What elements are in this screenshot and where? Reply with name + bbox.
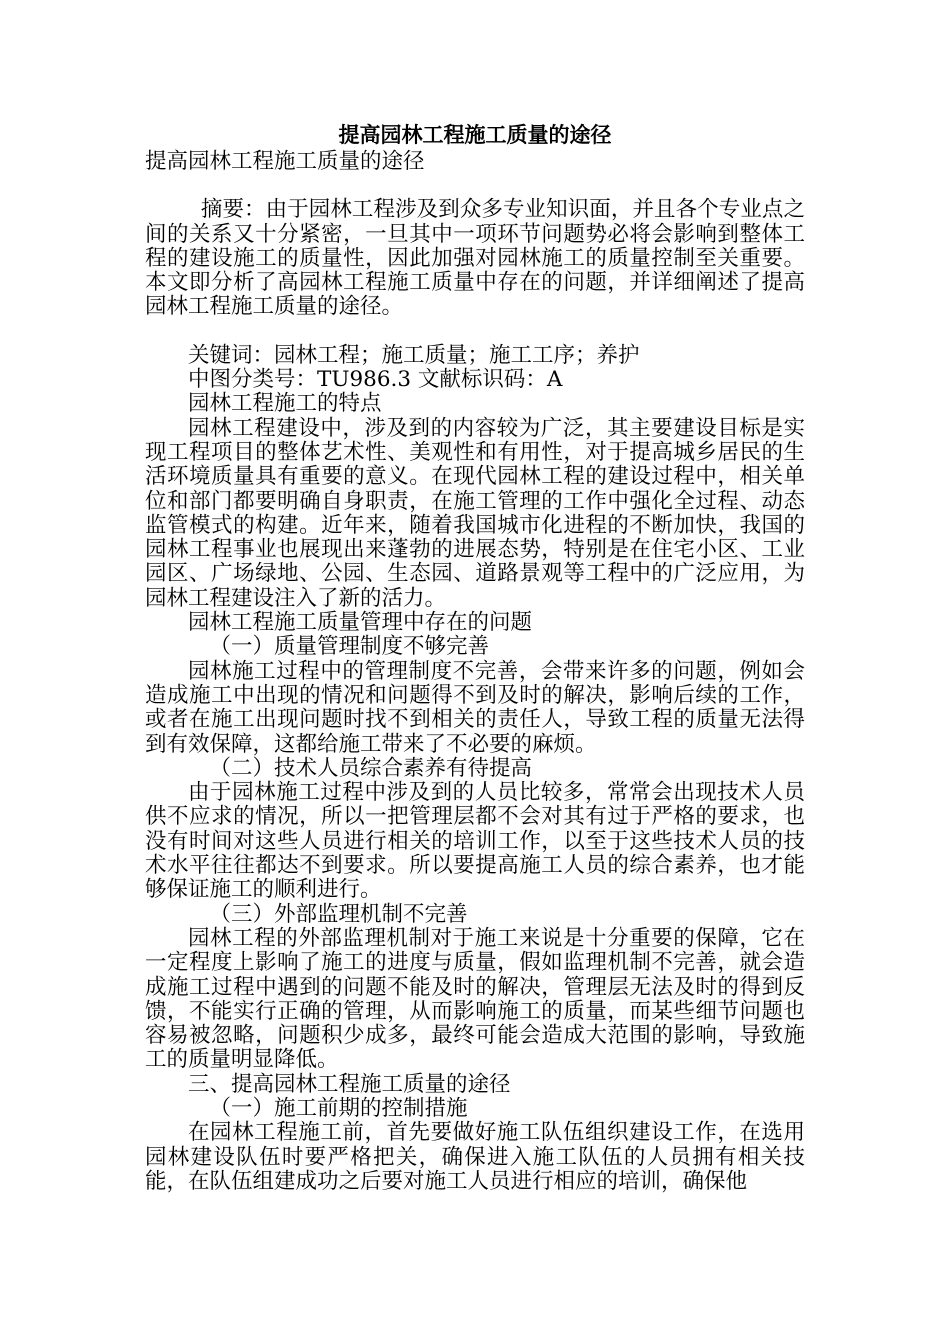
section-heading: 园林工程施工质量管理中存在的问题: [188, 610, 533, 636]
body-paragraph: 由于园林施工过程中涉及到的人员比较多，常常会出现技术人员供不应求的情况，所以一把管理层都不会对其有过于严格的要求，也没有时间对这些人员进行相关的培训工作，以至于这些技术人员的技术水平往往都达不到要求。所以要提高施工人员的综合素养，也才能够保证施工的顺利进行。: [145, 780, 805, 903]
document-page: [145, 120, 805, 1194]
blank-line: [145, 174, 805, 198]
section-heading: （一）质量管理制度不够完善: [209, 634, 490, 660]
body-paragraph: 园林工程的外部监理机制对于施工来说是十分重要的保障，它在一定程度上影响了施工的进度与质量，假如监理机制不完善，就会造成施工过程中遇到的问题不能及时的解决，管理层无法及时的得到反馈，不能实行正确的管理，从而影响施工的质量，而某些细节问题也容易被忽略，问题积少成多，最终可能会造成大范围的影响，导致施工的质量明显降低。: [145, 925, 805, 1073]
section-heading: （一）施工前期的控制措施: [209, 1095, 468, 1121]
section-heading: 三、提高园林工程施工质量的途径: [188, 1071, 511, 1097]
classification-line: 中图分类号：TU986.3 文献标识码：A: [188, 367, 563, 393]
body-paragraph: 园林工程建设中，涉及到的内容较为广泛，其主要建设目标是实现工程项目的整体艺术性、美观性和有用性，对于提高城乡居民的生活环境质量具有重要的意义。在现代园林工程的建设过程中，相关单位和部门都要明确自身职责，在施工管理的工作中强化全过程、动态监管模式的构建。近年来，随着我国城市化进程的不断加快，我国的园林工程事业也展现出来蓬勃的进展态势，特别是在住宅小区、工业园区、广场绿地、公园、生态园、道路景观等工程中的广泛应用，为园林工程建设注入了新的活力。: [145, 415, 805, 611]
keywords-line: 关键词：园林工程；施工质量；施工工序；养护: [188, 342, 640, 368]
body-paragraph: 在园林工程施工前，首先要做好施工队伍组织建设工作，在选用园林建设队伍时要严格把关，确保进入施工队伍的人员拥有相关技能，在队伍组建成功之后要对施工人员进行相应的培训，确保他: [145, 1120, 805, 1194]
blank-line: [145, 320, 805, 344]
body-paragraph: 园林施工过程中的管理制度不完善，会带来许多的问题，例如会造成施工中出现的情况和问题得不到及时的解决，影响后续的工作，或者在施工出现问题时找不到相关的责任人，导致工程的质量无法得到有效保障，这都给施工带来了不必要的麻烦。: [145, 658, 805, 757]
body-sections: [145, 392, 805, 1194]
section-heading: （二）技术人员综合素养有待提高: [209, 755, 533, 781]
abstract-paragraph: 摘要：由于园林工程涉及到众多专业知识面，并且各个专业点之间的关系又十分紧密，一旦其中一项环节问题势必将会影响到整体工程的建设施工的质量性，因此加强对园林施工的质量控制至关重要。本文即分析了高园林工程施工质量中存在的问题，并详细阐述了提高园林工程施工质量的途径。: [145, 197, 805, 320]
section-heading: 园林工程施工的特点: [188, 391, 382, 417]
document-subtitle: 提高园林工程施工质量的途径: [145, 149, 425, 174]
section-heading: （三）外部监理机制不完善: [209, 901, 468, 927]
document-title: 提高园林工程施工质量的途径: [338, 123, 612, 147]
